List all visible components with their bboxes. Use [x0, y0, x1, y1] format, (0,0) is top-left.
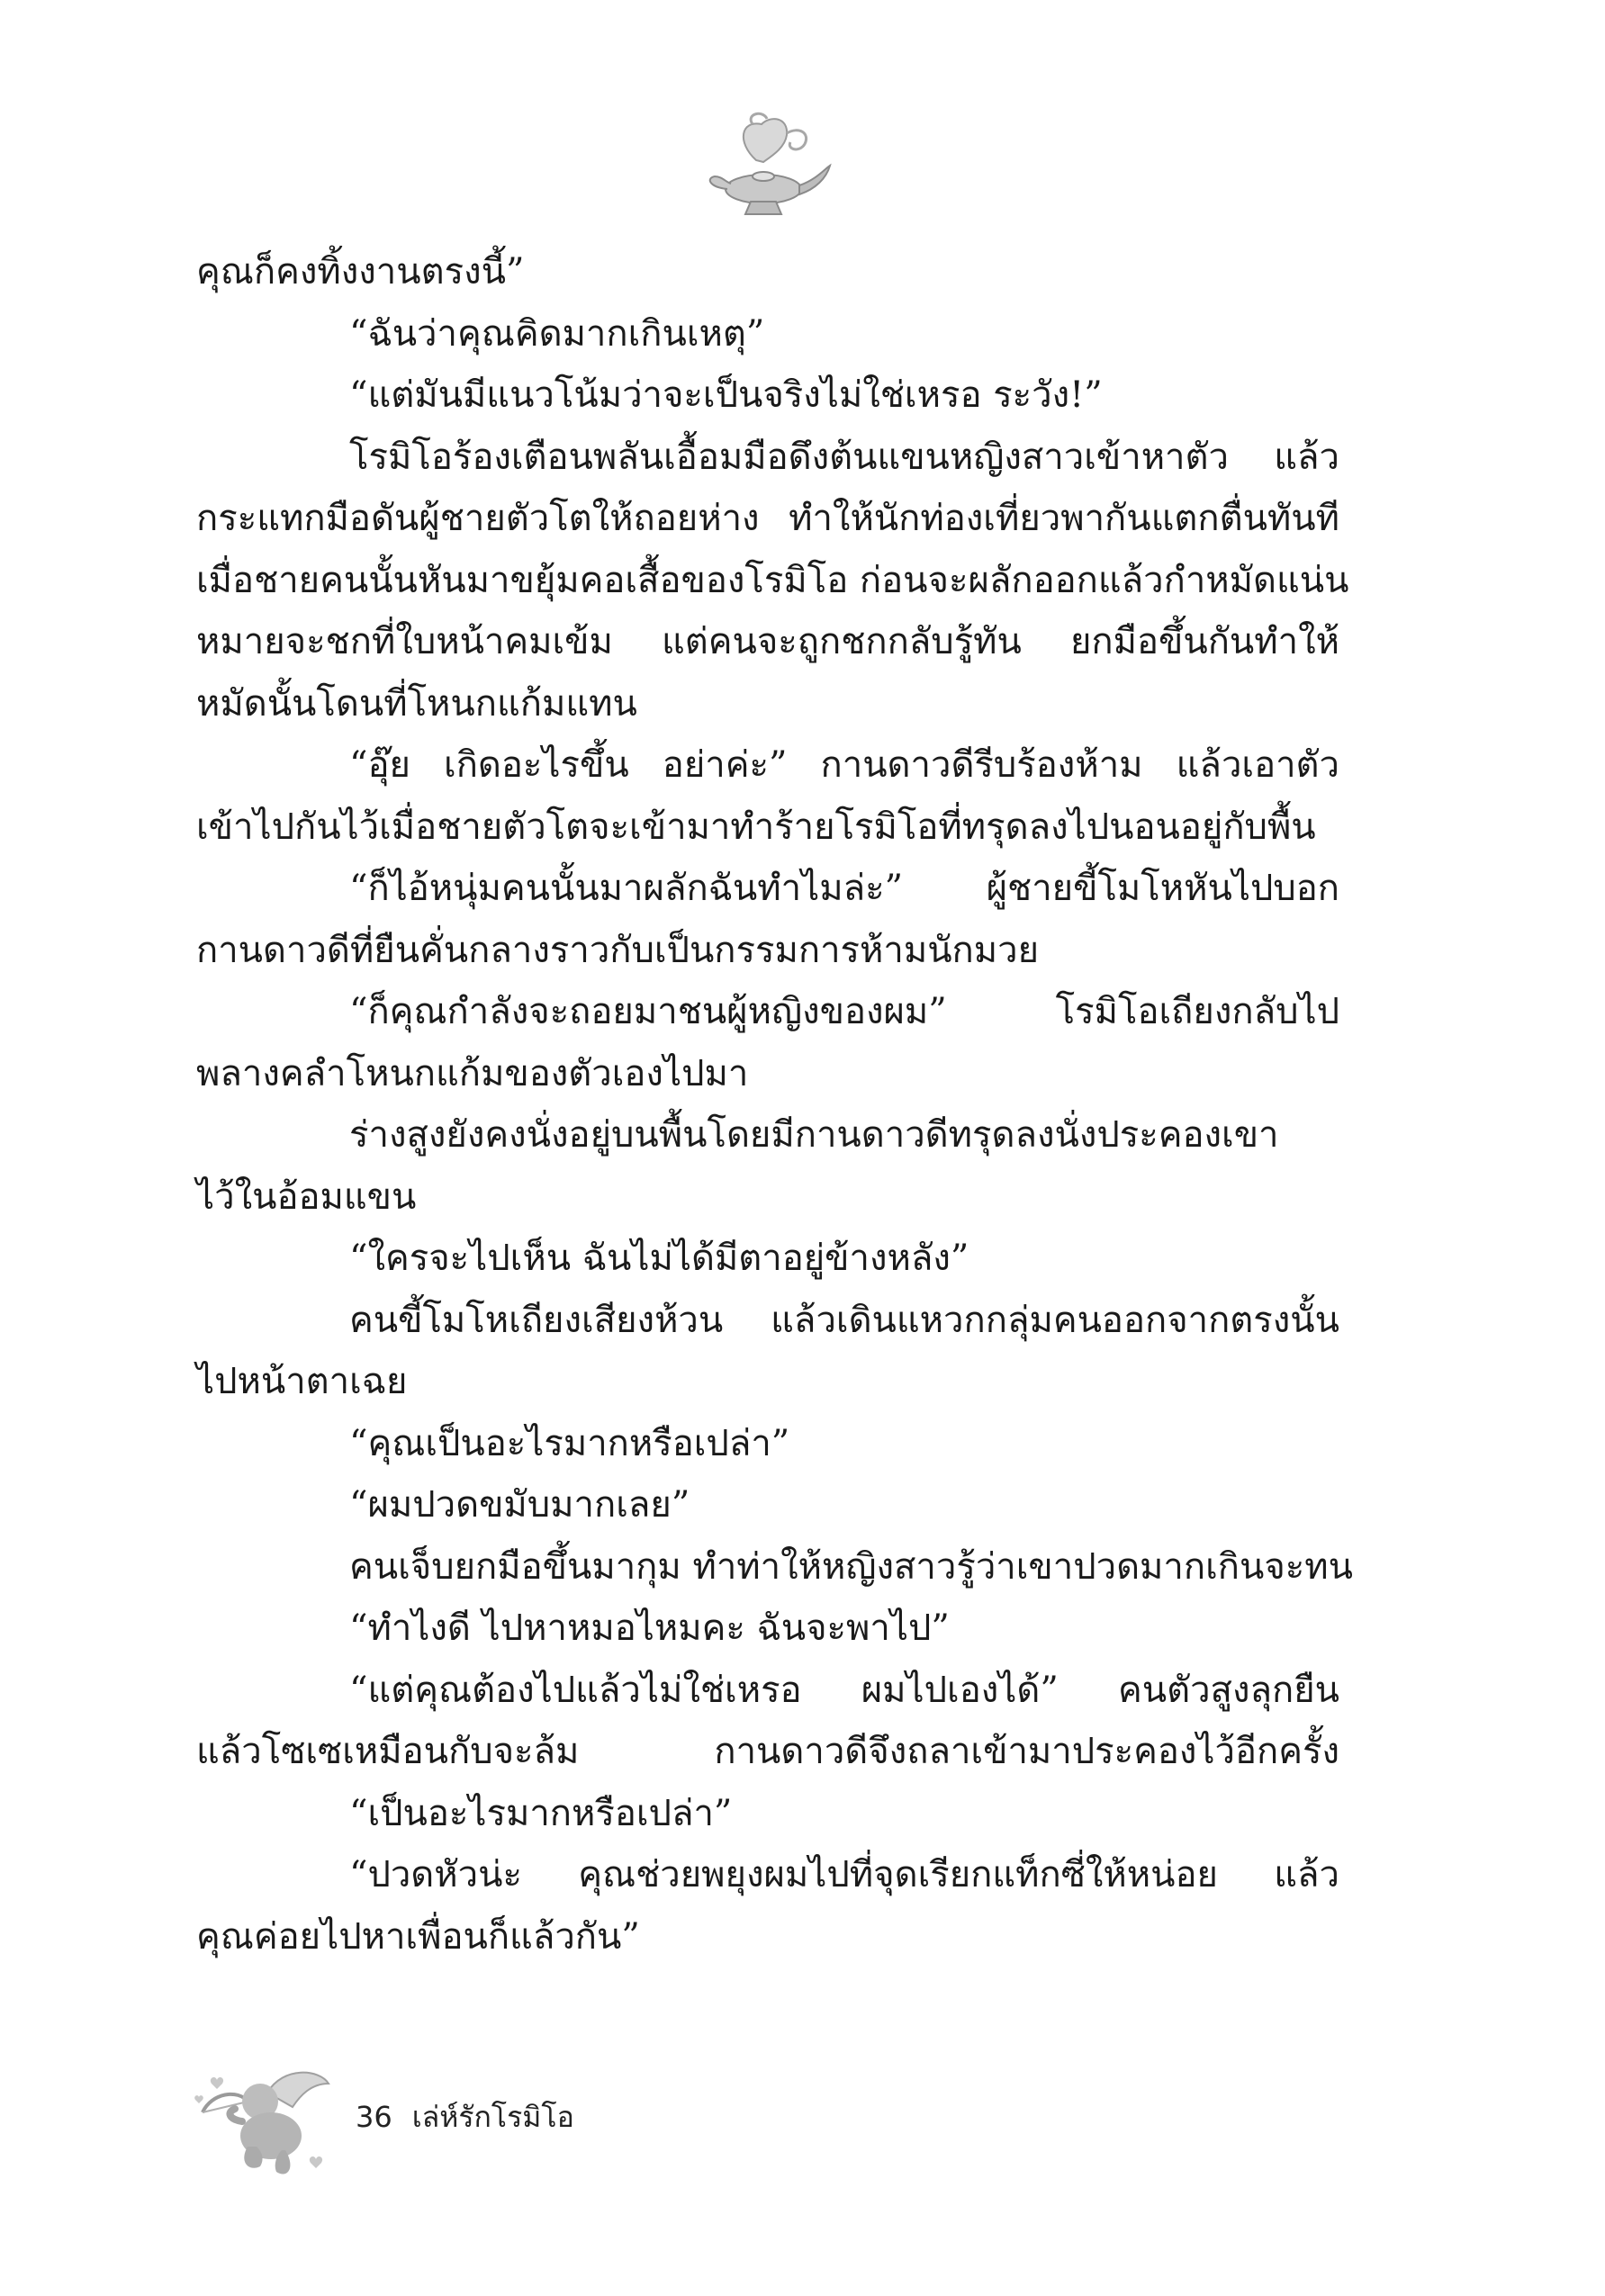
text-line: โรมิโอร้องเตือนพลันเอื้อมมือดึงต้นแขนหญิงสาวเข้าหาตัว แล้ว: [349, 436, 1339, 478]
text-line: “อุ๊ย เกิดอะไรขึ้น อย่าค่ะ” กานดาวดีรีบร้องห้าม แล้วเอาตัว: [349, 744, 1339, 786]
text-line: กานดาวดีที่ยืนคั่นกลางราวกับเป็นกรรมการห้ามนักมวย: [196, 929, 1040, 971]
text-line: “ปวดหัวน่ะ คุณช่วยพยุงผมไปที่จุดเรียกแท็กซี่ให้หน่อย แล้ว: [349, 1854, 1339, 1895]
text-line: “แต่คุณต้องไปแล้วไม่ใช่เหรอ ผมไปเองได้” คนตัวสูงลุกยืน: [349, 1669, 1339, 1711]
text-line: เมื่อชายคนนั้นหันมาขยุ้มคอเสื้อของโรมิโอ ก่อนจะผลักออกแล้วกำหมัดแน่น: [196, 559, 1349, 601]
page-footer: [185, 2057, 815, 2192]
text-line: คนขี้โมโหเถียงเสียงห้วน แล้วเดินแหวกกลุ่มคนออกจากตรงนั้น: [349, 1299, 1339, 1341]
text-line: กระแทกมือดันผู้ชายตัวโตให้ถอยห่าง ทำให้นักท่องเที่ยวพากันแตกตื่นทันที: [196, 498, 1339, 539]
text-line: ร่างสูงยังคงนั่งอยู่บนพื้นโดยมีกานดาวดีทรุดลงนั่งประคองเขา: [349, 1114, 1279, 1156]
text-line: เข้าไปกันไว้เมื่อชายตัวโตจะเข้ามาทำร้ายโรมิโอที่ทรุดลงไปนอนอยู่กับพื้น: [196, 806, 1316, 848]
text-line: “ก็คุณกำลังจะถอยมาชนผู้หญิงของผม” โรมิโอเถียงกลับไป: [349, 991, 1339, 1032]
text-line: “ผมปวดขมับมากเลย”: [349, 1484, 690, 1526]
page-number: 36: [356, 2100, 392, 2134]
text-line: ไว้ในอ้อมแขน: [196, 1175, 417, 1218]
running-footer: [356, 2094, 594, 2140]
text-line: พลางคลำโหนกแก้มของตัวเองไปมา: [196, 1052, 749, 1094]
genie-lamp-icon: [700, 106, 835, 232]
text-line: “เป็นอะไรมากหรือเปล่า”: [349, 1792, 733, 1834]
text-line: คุณค่อยไปหาเพื่อนก็แล้วกัน”: [196, 1915, 640, 1958]
text-line: แล้วโซเซเหมือนกับจะล้ม กานดาวดีจึงถลาเข้ามาประคองไว้อีกครั้ง: [196, 1731, 1339, 1772]
cupid-icon: [185, 2057, 347, 2192]
text-line: “ก็ไอ้หนุ่มคนนั้นมาผลักฉันทำไมล่ะ” ผู้ชายขี้โมโหหันไปบอก: [349, 868, 1339, 909]
text-line: หมายจะชกที่ใบหน้าคมเข้ม แต่คนจะถูกชกกลับรู้ทัน ยกมือขึ้นกันทำให้: [196, 621, 1339, 662]
text-line: “คุณเป็นอะไรมากหรือเปล่า”: [349, 1422, 790, 1464]
text-line: “ฉันว่าคุณคิดมากเกินเหตุ”: [349, 312, 765, 355]
text-line: ไปหน้าตาเฉย: [196, 1361, 408, 1402]
book-title: เล่ห์รักโรมิโอ: [411, 2100, 574, 2134]
text-line: คนเจ็บยกมือขึ้นมากุม ทำท่าให้หญิงสาวรู้ว่าเขาปวดมากเกินจะทน: [349, 1545, 1353, 1588]
text-line: หมัดนั้นโดนที่โหนกแก้มแทน: [196, 682, 637, 725]
text-line: “แต่มันมีแนวโน้มว่าจะเป็นจริงไม่ใช่เหรอ ระวัง!”: [349, 374, 1103, 416]
chapter-text: [196, 241, 1353, 1967]
text-line: คุณก็คงทิ้งงานตรงนี้”: [196, 251, 525, 293]
text-line: “ใครจะไปเห็น ฉันไม่ได้มีตาอยู่ข้างหลัง”: [349, 1238, 969, 1279]
text-line: “ทำไงดี ไปหาหมอไหมคะ ฉันจะพาไป”: [349, 1607, 950, 1649]
